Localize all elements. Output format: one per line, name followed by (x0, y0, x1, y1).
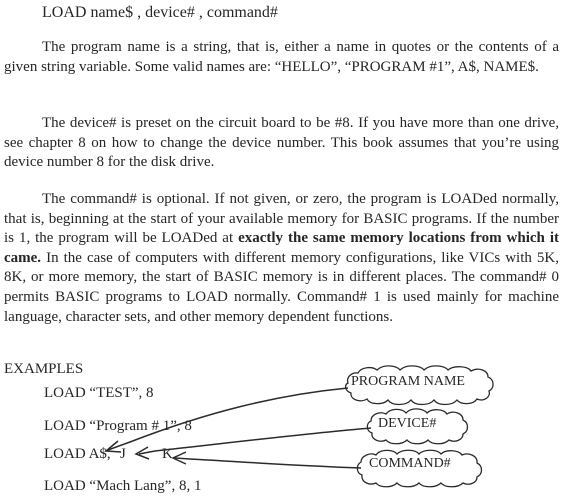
example-line-3-command: LOAD A$, (44, 446, 111, 462)
paragraph-device-number: The device# is preset on the circuit board to be #8. If you have more than one drive, see chapter 8 on how to change the device number. This book assumes that you’re using device number 8 for the disk drive. (4, 115, 559, 171)
program-name-label: PROGRAM NAME (351, 374, 465, 389)
example-line-1: LOAD “TEST”, 8 (44, 385, 154, 401)
examples-heading: EXAMPLES (4, 361, 84, 377)
example-line-4: LOAD “Mach Lang”, 8, 1 (44, 478, 202, 494)
paragraph-command-text-b: In the case of computers with different memory configurations, like VICs with 5K, 8K, or more memory, the start of BASIC memory is in different places. The command# 0 permits BASIC programs to LOAD normally. Command# 1 is used mainly for machine language, character sets, and other memory dependent functions. (4, 249, 559, 325)
paragraph-command-bold: exactly the same memory locations from which it came. (4, 230, 559, 266)
paragraph-program-name: The program name is a string, that is, either a name in quotes or the contents of a given string variable. Some valid names are: “HELLO”, “PROGRAM #1”, A$, NAME$. (4, 39, 559, 75)
command-label: COMMAND# (369, 456, 451, 471)
load-syntax-line: LOAD name$ , device# , command# (42, 4, 278, 21)
device-label: DEVICE# (378, 416, 437, 431)
device-arrowhead (136, 447, 149, 459)
example-line-3-device-mark: J (120, 446, 126, 462)
command-arrowhead (173, 452, 186, 464)
example-line-3-command-mark: K (162, 446, 173, 462)
paragraph-command-text-a: The command# is optional. If not given, or zero, the program is LOADed normally, that is, beginning at the start of your available memory for BASIC programs. If the number is 1, the program will be LOADed at (4, 191, 559, 247)
command-arrow (175, 458, 361, 468)
example-line-2: LOAD “Program # 1”, 8 (44, 418, 192, 434)
paragraph-command-number (4, 190, 559, 327)
